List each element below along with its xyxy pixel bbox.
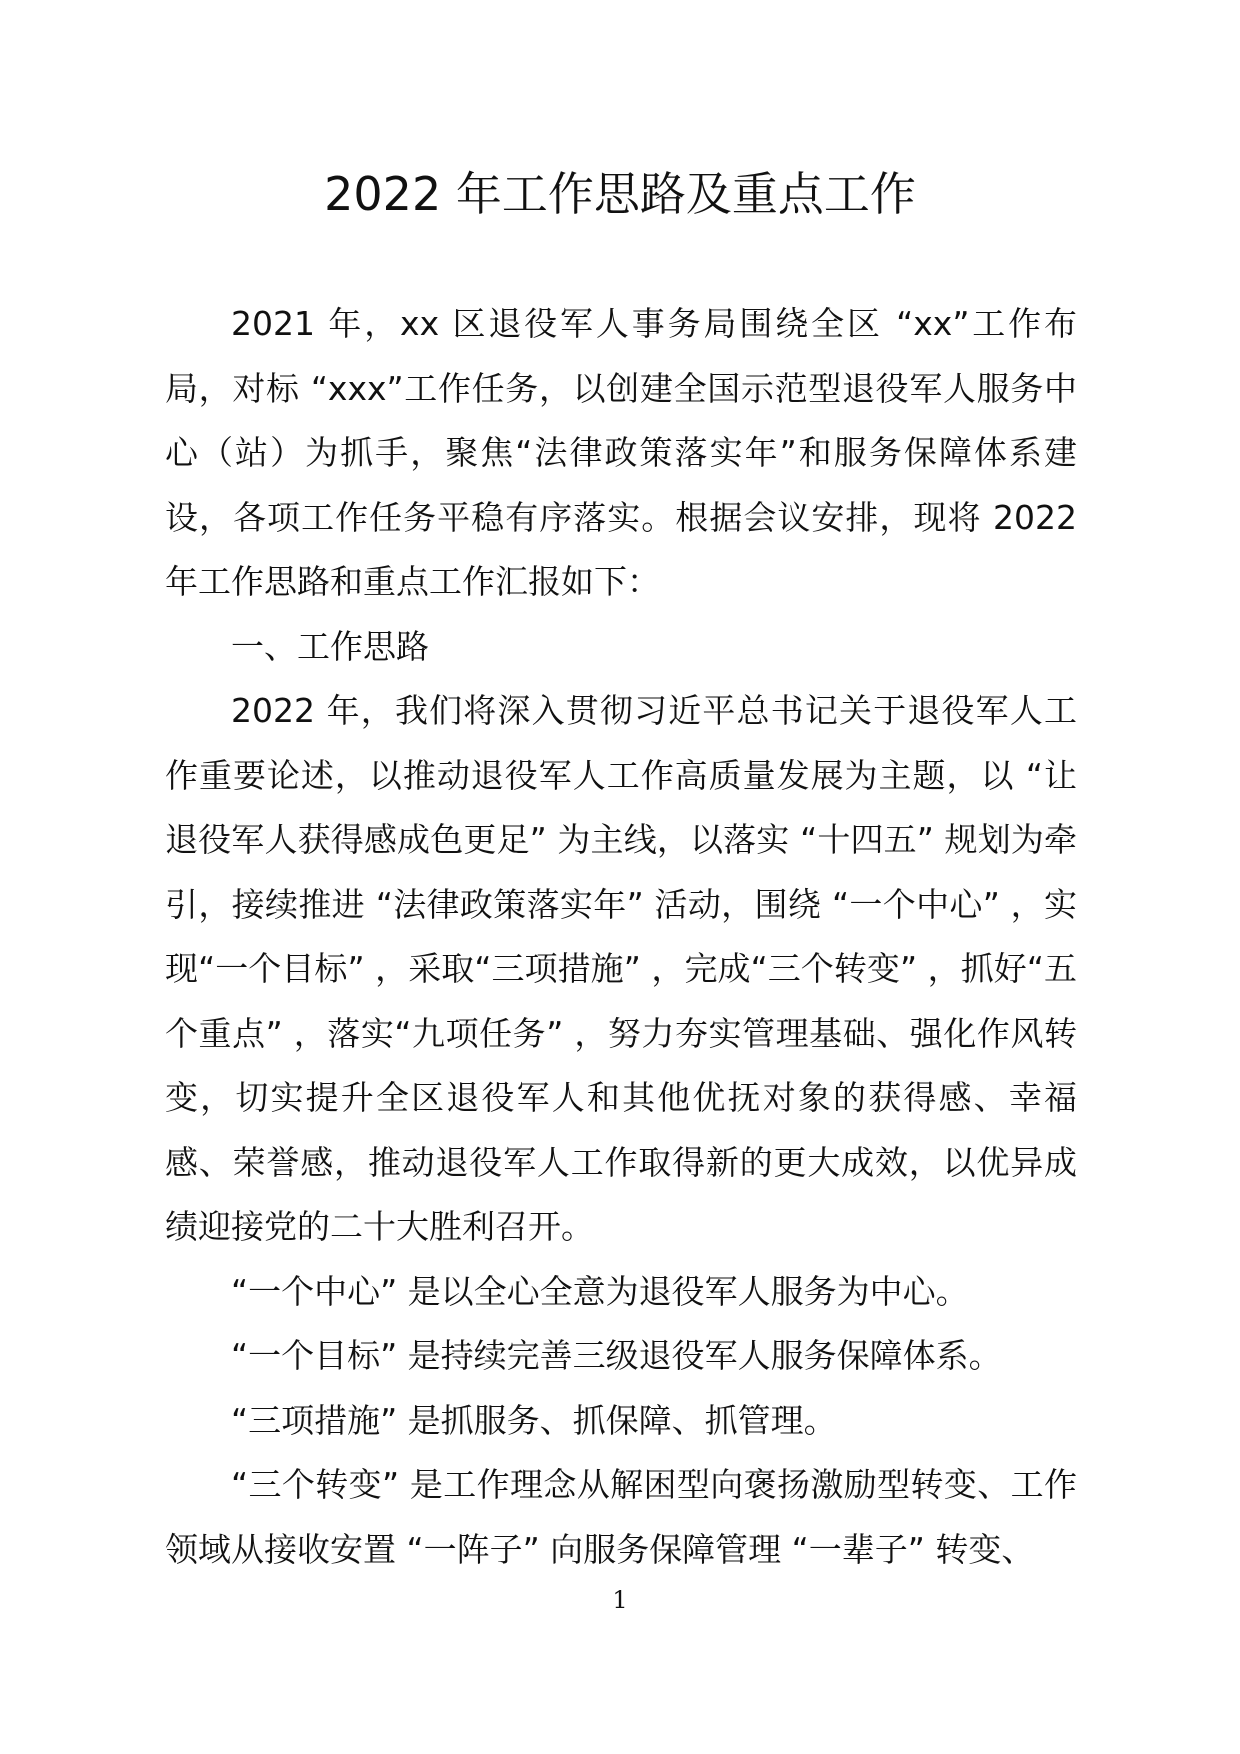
paragraph-intro: 2021 年，xx 区退役军人事务局围绕全区 “xx”工作布局，对标 “xxx”工作任务，以创建全国示范型退役军人服务中心（站）为抓手，聚焦“法律政策落实年”和服务保障体系建设，各项工作任务平稳有序落实。根据会议安排，现将 2022 年工作思路和重点工作汇报如下： [165,304,1077,601]
document-title: 2022 年工作思路及重点工作 [324,167,916,221]
paragraph-one-center: “一个中心” 是以全心全意为退役军人服务为中心。 [231,1271,969,1311]
page-number: 1 [612,1586,628,1614]
paragraph-one-goal: “一个目标” 是持续完善三级退役军人服务保障体系。 [231,1336,1002,1375]
paragraph-three-measures: “三项措施” 是抓服务、抓保障、抓管理。 [231,1400,837,1440]
section-heading-work-ideas: 一、工作思路 [231,626,429,666]
paragraph-work-ideas: 2022 年，我们将深入贯彻习近平总书记关于退役军人工作重要论述，以推动退役军人工作高质量发展为主题，以 “让退役军人获得感成色更足” 为主线，以落实 “十四五” 规划为牵引，接续推进 “法律政策落实年” 活动，围绕 “一个中心” ，实现“一个目标” ，采取“三项措施” ，完成“三个转变” ，抓好“五个重点” ，落实“九项任务” ，努力夯实管理基础、强化作风转变，切实提升全区退役军人和其他优抚对象的获得感、幸福感、荣誉感，推动退役军人工作取得新的更大成效，以优异成绩迎接党的二十大胜利召开。 [165,691,1077,1246]
paragraph-three-changes: “三个转变” 是工作理念从解困型向褒扬激励型转变、工作领域从接收安置 “一阵子” 向服务保障管理 “一辈子” 转变、 [165,1465,1077,1569]
document-body [165,292,1077,1582]
